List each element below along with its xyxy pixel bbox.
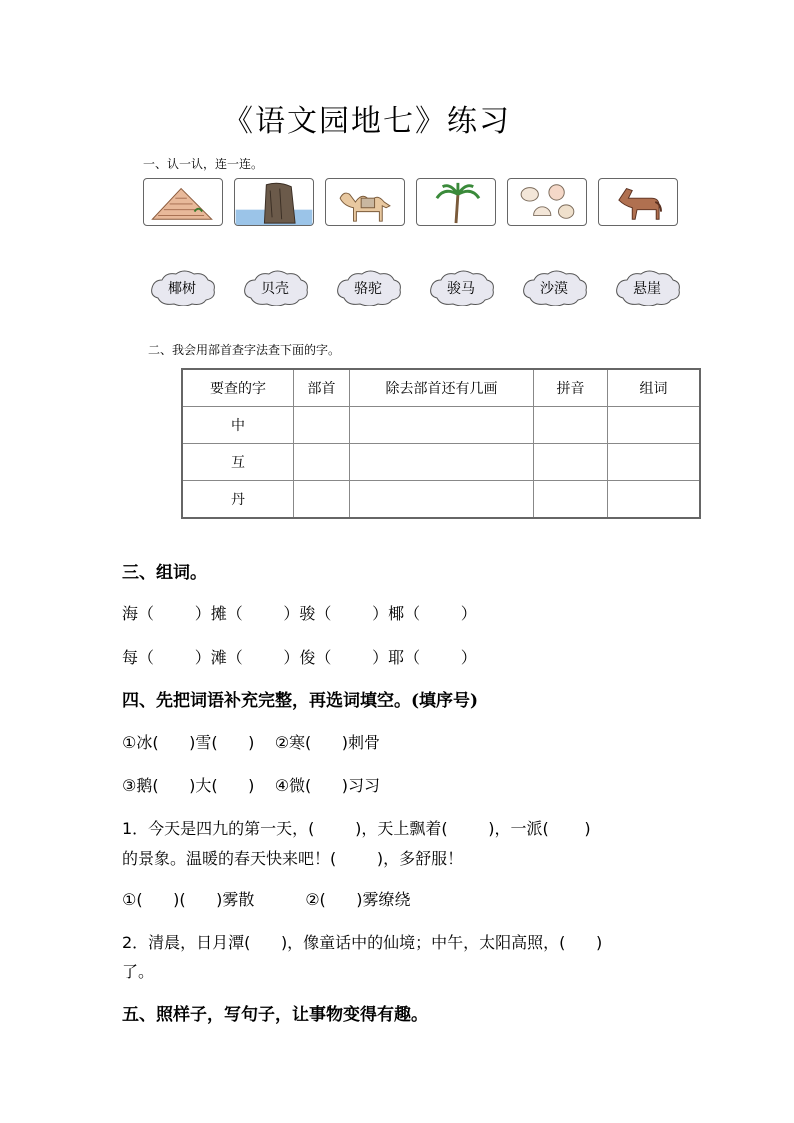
picture-row xyxy=(143,178,678,226)
table-row xyxy=(182,444,700,481)
section4-heading: 四、先把词语补充完整，再选词填空。(填序号) xyxy=(122,691,479,711)
section3-line1[interactable]: 海（ ）摊（ ）骏（ ）椰（ ） xyxy=(122,604,477,623)
blank-cell[interactable] xyxy=(350,444,534,481)
word-label: 椰树 xyxy=(168,281,196,297)
section4-line2[interactable]: ③鹅( )大( ) ④微( )习习 xyxy=(122,776,381,795)
word-cloud-1[interactable] xyxy=(148,268,216,306)
cliff-icon[interactable] xyxy=(234,178,314,226)
section3-line2[interactable]: 每（ ）滩（ ）俊（ ）耶（ ） xyxy=(122,648,477,667)
char-cell: 互 xyxy=(182,444,294,481)
section5-heading: 五、照样子，写句子，让事物变得有趣。 xyxy=(122,1005,428,1025)
table-row xyxy=(182,407,700,444)
word-cloud-2[interactable] xyxy=(241,268,309,306)
char-cell: 中 xyxy=(182,407,294,444)
question1-line1[interactable]: 1．今天是四九的第一天，( )，天上飘着( )，一派( ) xyxy=(122,819,591,838)
blank-cell[interactable] xyxy=(294,444,350,481)
col-header: 组词 xyxy=(608,369,701,407)
word-label: 骆驼 xyxy=(354,281,382,297)
word-label: 骏马 xyxy=(447,281,475,297)
word-label: 贝壳 xyxy=(261,281,289,297)
col-header: 要查的字 xyxy=(182,369,294,407)
options-line[interactable]: ①( )( )雾散 ②( )雾缭绕 xyxy=(122,890,411,909)
blank-cell[interactable] xyxy=(294,407,350,444)
section4-line1[interactable]: ①冰( )雪( ) ②寒( )刺骨 xyxy=(122,733,381,752)
blank-cell[interactable] xyxy=(534,407,608,444)
word-label: 悬崖 xyxy=(633,281,661,297)
section3-heading: 三、组词。 xyxy=(122,563,207,583)
word-cloud-5[interactable] xyxy=(520,268,588,306)
blank-cell[interactable] xyxy=(534,481,608,519)
section1-heading: 一、认一认，连一连。 xyxy=(143,157,264,171)
question2-line1[interactable]: 2．清晨，日月潭( )，像童话中的仙境；中午，太阳高照，( ) xyxy=(122,933,603,952)
blank-cell[interactable] xyxy=(534,444,608,481)
horse-icon[interactable] xyxy=(598,178,678,226)
page-title: 《语文园地七》练习 xyxy=(223,104,511,139)
col-header: 部首 xyxy=(294,369,350,407)
word-label: 沙漠 xyxy=(540,281,568,297)
blank-cell[interactable] xyxy=(350,407,534,444)
blank-cell[interactable] xyxy=(294,481,350,519)
word-cloud-4[interactable] xyxy=(427,268,495,306)
blank-cell[interactable] xyxy=(350,481,534,519)
word-cloud-row xyxy=(148,268,681,306)
col-header: 拼音 xyxy=(534,369,608,407)
word-cloud-6[interactable] xyxy=(613,268,681,306)
blank-cell[interactable] xyxy=(608,481,701,519)
palm-tree-icon[interactable] xyxy=(416,178,496,226)
blank-cell[interactable] xyxy=(608,444,701,481)
question2-line2: 了。 xyxy=(122,962,155,981)
col-header: 除去部首还有几画 xyxy=(350,369,534,407)
table-row xyxy=(182,481,700,519)
char-cell: 丹 xyxy=(182,481,294,519)
question1-line2[interactable]: 的景象。温暖的春天快来吧！( )，多舒服！ xyxy=(122,849,464,868)
camel-icon[interactable] xyxy=(325,178,405,226)
shells-icon[interactable] xyxy=(507,178,587,226)
sand-pyramid-icon[interactable] xyxy=(143,178,223,226)
word-cloud-3[interactable] xyxy=(334,268,402,306)
blank-cell[interactable] xyxy=(608,407,701,444)
section2-heading: 二、我会用部首查字法查下面的字。 xyxy=(148,343,341,357)
radical-lookup-table xyxy=(181,368,701,519)
